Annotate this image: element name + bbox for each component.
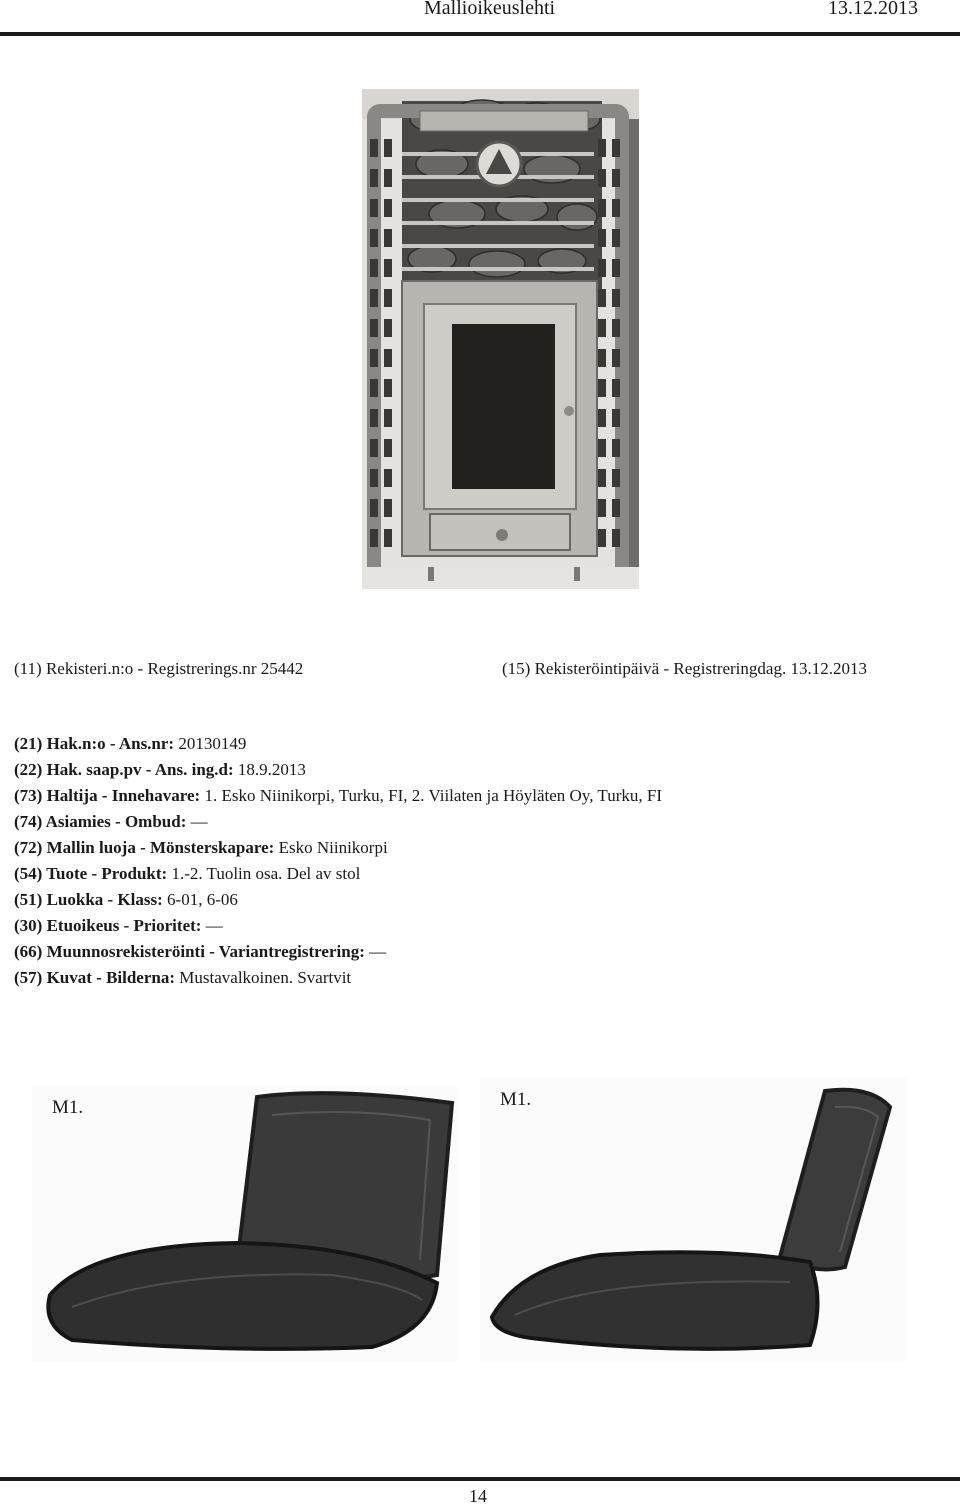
field-value: 20130149 (174, 734, 247, 753)
field-value: 1.-2. Tuolin osa. Del av stol (167, 864, 361, 883)
field-priority (14, 913, 223, 939)
field-value: 18.9.2013 (233, 760, 306, 779)
field-application-number (14, 731, 246, 757)
field-value: Esko Niinikorpi (274, 838, 388, 857)
sauna-stove-image (362, 89, 639, 589)
field-label: (74) Asiamies - Ombud: (14, 812, 187, 831)
footer-rule (0, 1477, 960, 1481)
page-number: 14 (469, 1486, 487, 1506)
field-filing-date (14, 757, 306, 783)
field-value: Mustavalkoinen. Svartvit (175, 968, 352, 987)
field-images (14, 965, 351, 991)
publication-date: 13.12.2013 (828, 0, 918, 19)
registration-number: (11) Rekisteri.n:o - Registrerings.nr 25442 (14, 659, 304, 678)
field-holder (14, 783, 662, 809)
field-label: (72) Mallin luoja - Mönsterskapare: (14, 838, 275, 857)
field-product (14, 861, 360, 887)
figure-label-left: M1. (52, 1097, 84, 1118)
field-label: (57) Kuvat - Bilderna: (14, 968, 176, 987)
publication-title: Mallioikeuslehti (424, 0, 556, 19)
field-label: (73) Haltija - Innehavare: (14, 786, 201, 805)
chair-cushion-image-side (480, 1077, 907, 1361)
header-rule (0, 32, 960, 36)
field-label: (54) Tuote - Produkt: (14, 864, 168, 883)
field-label: (30) Etuoikeus - Prioritet: (14, 916, 202, 935)
field-class (14, 887, 238, 913)
field-value: — (201, 916, 223, 935)
field-value: 1. Esko Niinikorpi, Turku, FI, 2. Viilaten ja Höyläten Oy, Turku, FI (200, 786, 662, 805)
field-value: 6-01, 6-06 (162, 890, 238, 909)
field-label: (51) Luokka - Klass: (14, 890, 163, 909)
field-variant-registration (14, 939, 386, 965)
field-agent (14, 809, 208, 835)
figure-label-right: M1. (500, 1089, 532, 1110)
chair-cushion-image-front (32, 1085, 457, 1362)
field-label: (66) Muunnosrekisteröinti - Variantregistrering: (14, 942, 365, 961)
field-label: (22) Hak. saap.pv - Ans. ing.d: (14, 760, 234, 779)
field-value: — (364, 942, 387, 961)
registration-date: (15) Rekisteröintipäivä - Registreringdag. 13.12.2013 (502, 659, 867, 678)
field-designer (14, 835, 388, 861)
field-value: — (186, 812, 208, 831)
field-label: (21) Hak.n:o - Ans.nr: (14, 734, 175, 753)
